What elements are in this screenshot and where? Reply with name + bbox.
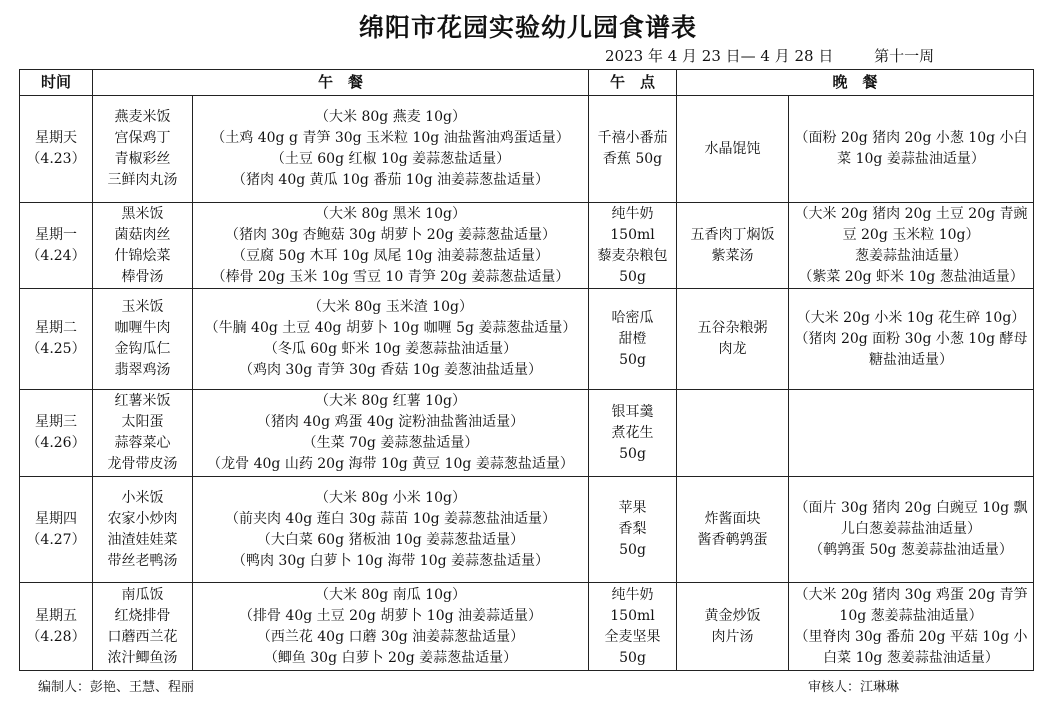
dinner-dishes [677, 390, 789, 477]
dinner-dishes [677, 477, 789, 583]
dinner-dishes [677, 289, 789, 390]
snack-cell-line: 香蕉 50g [602, 151, 663, 167]
lunch-ingredients-line: （猪肉 40g 黄瓜 10g 番茄 10g 油姜蒜葱盐适量） [231, 172, 550, 188]
dinner-dishes [677, 583, 789, 671]
day-name: 星期四 [35, 510, 77, 527]
snack-cell-line: 纯牛奶 [611, 205, 654, 222]
header-dinner: 晚 餐 [677, 70, 1034, 96]
snack-cell [589, 289, 677, 390]
lunch-ingredients-line: （大白菜 60g 猪板油 10g 姜蒜葱盐适量） [256, 531, 525, 548]
dinner-dishes [677, 96, 789, 203]
dinner-ingredients-line: （鹌鹑蛋 50g 葱姜蒜盐油适量） [809, 542, 1013, 558]
lunch-dishes-line: 口蘑西兰花 [107, 628, 178, 645]
menu-row [20, 477, 1034, 583]
lunch-ingredients-line: （鲫鱼 30g 白萝卜 20g 姜蒜葱盐适量） [263, 649, 518, 666]
snack-cell-line: 苹果 [618, 500, 647, 516]
lunch-ingredients-line: （棒骨 20g 玉米 10g 雪豆 10 青笋 20g 姜蒜葱盐适量） [211, 268, 570, 285]
lunch-ingredients [193, 203, 589, 289]
lunch-ingredients-line: （大米 80g 南瓜 10g） [315, 586, 466, 603]
snack-cell [589, 203, 677, 289]
lunch-dishes-line: 带丝老鸭汤 [107, 552, 178, 569]
header-snack: 午 点 [589, 70, 677, 96]
snack-cell-line: 150ml [610, 607, 655, 624]
date-line [605, 45, 934, 66]
snack-cell-line: 50g [619, 445, 646, 462]
lunch-ingredients [193, 96, 589, 203]
lunch-ingredients [193, 583, 589, 671]
lunch-ingredients [193, 289, 589, 390]
lunch-ingredients-line: （西兰花 40g 口蘑 30g 油姜蒜葱盐适量） [256, 628, 525, 645]
dinner-ingredients [789, 203, 1034, 289]
lunch-dishes-line: 三鲜肉丸汤 [107, 172, 178, 188]
snack-cell [589, 96, 677, 203]
dinner-dishes-line: 黄金炒饭 [704, 607, 761, 624]
lunch-dishes-line: 龙骨带皮汤 [107, 456, 178, 472]
lunch-dishes-line: 黑米饭 [121, 205, 164, 222]
lunch-dishes-line: 咖喱牛肉 [114, 320, 171, 336]
day-date: （4.24） [26, 247, 86, 264]
menu-row [20, 203, 1034, 289]
lunch-dishes [93, 96, 193, 203]
lunch-ingredients [193, 477, 589, 583]
snack-cell-line: 煮花生 [611, 424, 654, 441]
snack-cell [589, 583, 677, 671]
lunch-ingredients-line: （鸡肉 30g 青笋 30g 香菇 10g 姜葱油盐适量） [238, 362, 543, 378]
lunch-dishes [93, 583, 193, 671]
dinner-ingredients-line: （大米 20g 猪肉 20g 土豆 20g 青豌豆 20g 玉米粒 10g） [794, 205, 1028, 243]
snack-cell-line: 藜麦杂粮包 [597, 247, 668, 264]
snack-cell-line: 全麦坚果 [604, 628, 661, 645]
header-row [20, 70, 1034, 96]
snack-cell-line: 纯牛奶 [611, 586, 654, 603]
page-title: 绵阳市花园实验幼儿园食谱表 [358, 13, 697, 42]
dinner-dishes-line: 水晶馄饨 [704, 140, 761, 157]
header-lunch: 午 餐 [93, 70, 589, 96]
lunch-dishes-line: 燕麦米饭 [114, 109, 171, 125]
dinner-ingredients-line: （大米 20g 猪肉 30g 鸡蛋 20g 青笋 10g 葱姜蒜盐油适量） [794, 586, 1028, 624]
snack-cell-line: 香梨 [618, 521, 647, 537]
lunch-dishes-line: 什锦烩菜 [114, 247, 171, 264]
day-cell [20, 477, 93, 583]
dinner-dishes-line: 酱香鹌鹑蛋 [697, 531, 768, 548]
dinner-dishes-line: 肉片汤 [711, 628, 754, 645]
lunch-dishes-line: 棒骨汤 [121, 268, 164, 285]
day-cell [20, 203, 93, 289]
dinner-ingredients [789, 583, 1034, 671]
day-cell [20, 583, 93, 671]
dinner-ingredients-line: （面片 30g 猪肉 20g 白豌豆 10g 飘儿白葱姜蒜盐油适量） [794, 500, 1028, 537]
lunch-ingredients-line: （猪肉 40g 鸡蛋 40g 淀粉油盐酱油适量） [256, 414, 525, 430]
lunch-dishes-line: 太阳蛋 [121, 414, 164, 430]
day-date: （4.23） [26, 151, 86, 167]
day-date: （4.26） [26, 435, 86, 451]
dinner-ingredients [789, 289, 1034, 390]
day-cell [20, 390, 93, 477]
dinner-ingredients [789, 96, 1034, 203]
lunch-dishes-line: 金钩瓜仁 [114, 341, 171, 357]
lunch-dishes-line: 青椒彩丝 [114, 151, 171, 167]
dinner-dishes-line: 五谷杂粮粥 [697, 320, 768, 336]
dinner-ingredients-line: （大米 20g 小米 10g 花生碎 10g） [796, 309, 1026, 326]
dinner-dishes-line: 炸酱面块 [704, 510, 761, 527]
header-time: 时间 [20, 70, 93, 96]
snack-cell-line: 哈密瓜 [611, 309, 654, 326]
lunch-ingredients-line: （鸭肉 30g 白萝卜 10g 海带 10g 姜蒜葱盐适量） [231, 552, 550, 569]
lunch-ingredients-line: （大米 80g 红薯 10g） [315, 393, 466, 409]
week-label: 第十一周 [874, 47, 935, 65]
lunch-ingredients [193, 390, 589, 477]
dinner-ingredients-line: 葱姜蒜盐油适量） [855, 247, 968, 264]
snack-cell [589, 390, 677, 477]
lunch-dishes [93, 390, 193, 477]
lunch-dishes-line: 小米饭 [121, 489, 164, 506]
lunch-ingredients-line: （大米 80g 玉米渣 10g） [308, 299, 473, 315]
dinner-ingredients-line: （里脊肉 30g 番茄 20g 平菇 10g 小白菜 10g 葱姜蒜盐油适量） [794, 628, 1028, 666]
lunch-ingredients-line: （冬瓜 60g 虾米 10g 姜葱蒜盐油适量） [263, 341, 518, 357]
dinner-ingredients [789, 477, 1034, 583]
day-cell [20, 96, 93, 203]
lunch-ingredients-line: （大米 80g 燕麦 10g） [315, 109, 466, 125]
dinner-ingredients [789, 390, 1034, 477]
dinner-dishes [677, 203, 789, 289]
snack-cell-line: 千禧小番茄 [597, 130, 668, 146]
lunch-dishes-line: 红烧排骨 [114, 607, 171, 624]
lunch-dishes-line: 农家小炒肉 [107, 510, 178, 527]
snack-cell-line: 150ml [610, 226, 655, 243]
menu-row [20, 289, 1034, 390]
snack-cell-line: 50g [619, 542, 646, 558]
menu-table [19, 69, 1034, 671]
lunch-dishes-line: 宫保鸡丁 [114, 130, 171, 146]
day-name: 星期三 [35, 414, 77, 430]
dinner-dishes-line: 紫菜汤 [711, 247, 754, 264]
menu-row [20, 96, 1034, 203]
dinner-dishes-line: 五香肉丁焖饭 [690, 226, 775, 243]
lunch-dishes-line: 翡翠鸡汤 [114, 362, 171, 378]
date-range: 2023 年 4 月 23 日— 4 月 28 日 [605, 47, 834, 65]
day-date: （4.27） [26, 531, 86, 548]
lunch-ingredients-line: （牛腩 40g 土豆 40g 胡萝卜 10g 咖喱 5g 姜蒜葱盐适量） [204, 320, 577, 336]
snack-cell-line: 50g [619, 351, 646, 368]
dinner-ingredients-line: （面粉 20g 猪肉 20g 小葱 10g 小白菜 10g 姜蒜盐油适量） [794, 130, 1028, 167]
lunch-dishes-line: 南瓜饭 [121, 586, 164, 603]
day-name: 星期二 [35, 320, 77, 336]
day-date: （4.28） [26, 628, 86, 645]
lunch-dishes-line: 菌菇肉丝 [114, 226, 171, 243]
day-cell [20, 289, 93, 390]
snack-cell [589, 477, 677, 583]
day-name: 星期一 [35, 226, 77, 243]
menu-row [20, 583, 1034, 671]
snack-cell-line: 50g [619, 268, 646, 285]
day-name: 星期五 [35, 607, 77, 624]
day-date: （4.25） [26, 341, 86, 357]
snack-cell-line: 甜橙 [618, 330, 647, 347]
reviewer-note: 审核人：江琳琳 [808, 680, 900, 695]
day-name: 星期天 [35, 130, 77, 146]
lunch-ingredients-line: （土鸡 40g g 青笋 30g 玉米粒 10g 油盐酱油鸡蛋适量） [211, 130, 570, 146]
lunch-ingredients-line: （排骨 40g 土豆 20g 胡萝卜 10g 油姜蒜适量） [238, 607, 543, 624]
lunch-dishes-line: 玉米饭 [121, 299, 164, 315]
lunch-ingredients-line: （豆腐 50g 木耳 10g 凤尾 10g 油姜蒜葱盐适量） [231, 247, 550, 264]
lunch-dishes [93, 477, 193, 583]
editors-note: 编制人：彭艳、王慧、程丽 [38, 680, 195, 695]
lunch-dishes-line: 蒜蓉菜心 [114, 435, 171, 451]
lunch-ingredients-line: （猪肉 30g 杏鲍菇 30g 胡萝卜 20g 姜蒜葱盐适量） [224, 226, 557, 243]
lunch-ingredients-line: （大米 80g 黑米 10g） [315, 205, 466, 222]
snack-cell-line: 银耳羹 [611, 403, 654, 420]
dinner-dishes-line: 肉龙 [718, 341, 747, 357]
lunch-dishes [93, 289, 193, 390]
lunch-dishes-line: 浓汁鲫鱼汤 [107, 649, 178, 666]
lunch-ingredients-line: （前夹肉 40g 莲白 30g 蒜苗 10g 姜蒜葱盐油适量） [224, 510, 557, 527]
lunch-ingredients-line: （土豆 60g 红椒 10g 姜蒜葱盐适量） [270, 151, 511, 167]
dinner-ingredients-line: （猪肉 20g 面粉 30g 小葱 10g 酵母糖盐油适量） [794, 330, 1028, 368]
lunch-ingredients-line: （龙骨 40g 山药 20g 海带 10g 黄豆 10g 姜蒜葱盐适量） [207, 456, 574, 472]
lunch-dishes-line: 油渣娃娃菜 [107, 531, 178, 548]
lunch-dishes [93, 203, 193, 289]
snack-cell-line: 50g [619, 649, 646, 666]
lunch-dishes-line: 红薯米饭 [114, 393, 171, 409]
dinner-ingredients-line: （紫菜 20g 虾米 10g 葱盐油适量） [798, 268, 1024, 285]
lunch-ingredients-line: （生菜 70g 姜蒜葱盐适量） [302, 435, 479, 451]
menu-row [20, 390, 1034, 477]
lunch-ingredients-line: （大米 80g 小米 10g） [315, 489, 466, 506]
